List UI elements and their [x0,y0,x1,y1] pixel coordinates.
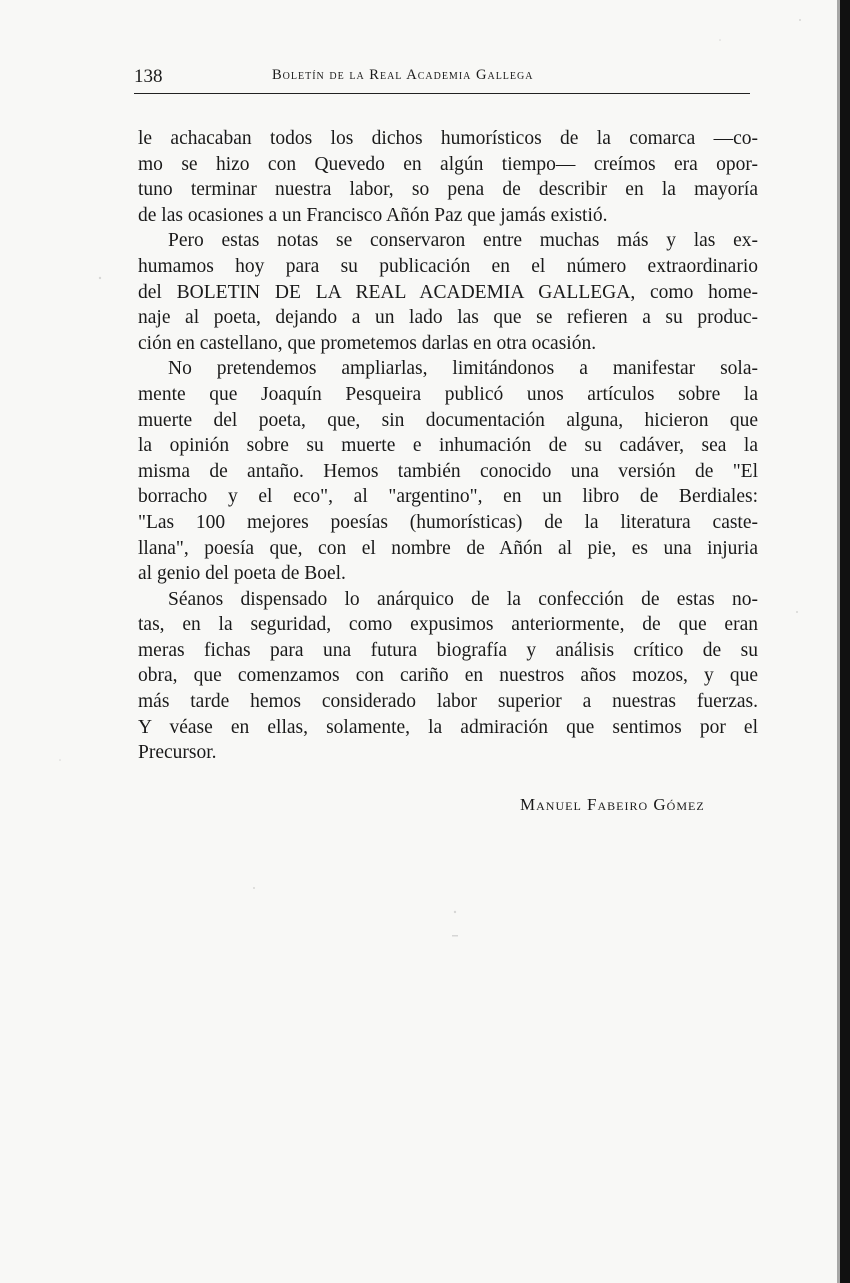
text-line: al genio del poeta de Boel. [138,563,346,585]
text-line: "Las 100 mejores poesías (humorísticas) de la literatura caste- [138,511,758,533]
text-line: Precursor. [138,742,217,764]
header-rule [134,93,750,94]
paragraph-start-line: No pretendemos ampliarlas, limitándonos a manifestar sola- [168,358,758,380]
text-line: meras fichas para una futura biografía y análisis crítico de su [138,639,758,661]
body-text [138,126,758,766]
text-line: llana", poesía que, con el nombre de Añón al pie, es una injuria [138,537,758,559]
text-line: del BOLETIN DE LA REAL ACADEMIA GALLEGA, como home- [138,281,758,303]
text-line: obra, que comenzamos con cariño en nuestros años mozos, y que [138,665,758,687]
text-line: muerte del poeta, que, sin documentación alguna, hicieron que [138,409,758,431]
paragraph-start-line: Pero estas notas se conservaron entre muchas más y las ex- [168,230,758,252]
text-line: borracho y el eco", al "argentino", en un libro de Berdiales: [138,486,758,508]
text-line: tuno terminar nuestra labor, so pena de describir en la mayoría [138,179,758,201]
text-line: misma de antaño. Hemos también conocido una versión de "El [138,460,758,482]
text-line: mo se hizo con Quevedo en algún tiempo— creímos era opor- [138,153,758,175]
running-title: Boletín de la Real Academia Gallega [272,67,534,83]
author-signature: Manuel Fabeiro Gómez [520,795,705,814]
text-line: humamos hoy para su publicación en el número extraordinario [138,255,758,277]
text-line: mente que Joaquín Pesqueira publicó unos artículos sobre la [138,383,758,405]
page-header [134,66,750,92]
scan-edge [840,0,850,1283]
text-line: tas, en la seguridad, como expusimos anteriormente, de que eran [138,614,758,636]
text-line: la opinión sobre su muerte e inhumación de su cadáver, sea la [138,435,758,457]
text-line: naje al poeta, dejando a un lado las que se refieren a su produc- [138,307,758,329]
text-line: le achacaban todos los dichos humorísticos de la comarca —co- [138,128,758,149]
paragraph-start-line: Séanos dispensado lo anárquico de la confección de estas no- [168,588,758,610]
text-line: de las ocasiones a un Francisco Añón Paz que jamás existió. [138,204,608,226]
text-line: Y véase en ellas, solamente, la admiración que sentimos por el [138,716,758,738]
text-line: ción en castellano, que prometemos darlas en otra ocasión. [138,332,597,354]
page-number: 138 [134,66,163,87]
text-line: más tarde hemos considerado labor superior a nuestras fuerzas. [138,691,758,713]
